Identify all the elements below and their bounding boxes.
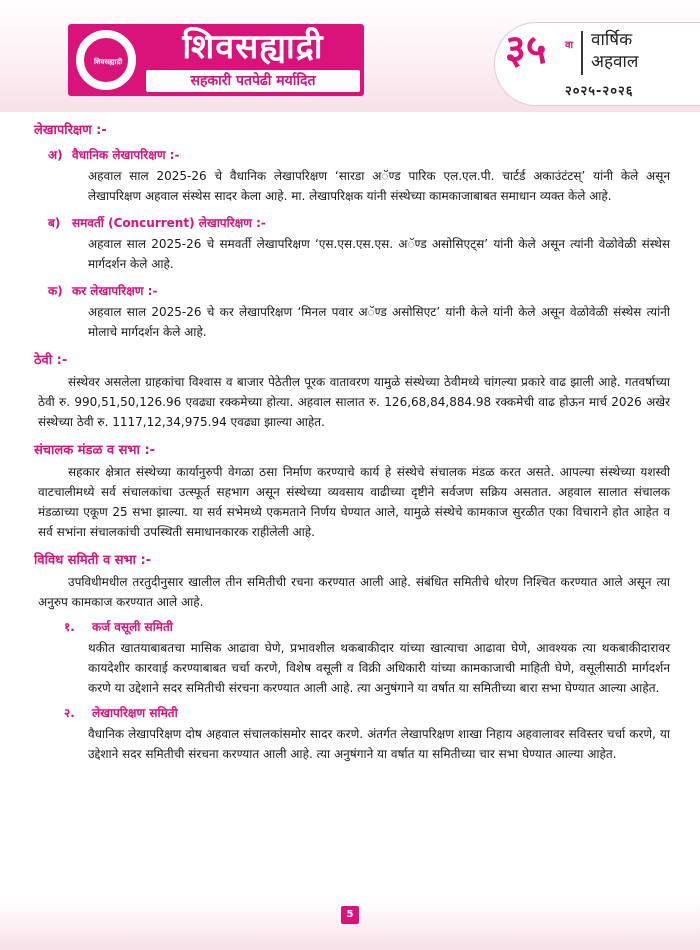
page-number: 5 <box>341 906 359 924</box>
committees-heading: विविध समिती व सभा :- <box>34 553 152 568</box>
deposits-heading: ठेवी :- <box>34 353 68 368</box>
concurrent-letter: ब) <box>48 216 61 230</box>
committee-item-recovery <box>64 618 670 636</box>
seal-inner <box>82 36 130 84</box>
committee-title: लेखापरिक्षण समिती <box>92 706 178 720</box>
tax-title: कर लेखापरिक्षण :- <box>72 284 158 298</box>
tax-letter: क) <box>48 284 63 298</box>
brand-subtitle: सहकारी पतपेढी मर्यादित <box>146 70 360 92</box>
concurrent-title: समवर्ती (Concurrent) लेखापरिक्षण :- <box>72 216 266 230</box>
page-footer <box>0 900 700 950</box>
badge-suffix: वा <box>565 40 574 51</box>
badge-title-line2: अहवाल <box>591 52 639 72</box>
page-content <box>34 118 670 764</box>
committee-recovery-text: थकीत खातयाबाबतचा मासिक आढावा घेणे, प्रभावशील थकबाकीदार यांच्या खात्याचा आढावा घेणे, आवश्यक त्या थकबाकीदारावर कायदेशीर कारवाई करण्याबाबत चर्चा करणे, विशेष वसूली व विक्री अधिकारी यांच्या कामकाजाची माहिती घेणे, वसूलीसाठी मार्गदर्शन करणे या उद्देशाने सदर समितीची संरचना करण्यात आली आहे. त्या अनुषंगाने या वर्षात या समितीच्या बारा सभा घेण्यात आल्या आहेत. <box>88 641 670 695</box>
concurrent-audit-title <box>34 214 670 232</box>
badge-year: २०२५-२०२६ <box>565 84 634 99</box>
committee-num: १. <box>64 620 75 634</box>
badge-divider <box>581 31 583 75</box>
seal-text: शिवसह्याद्री <box>93 58 123 66</box>
concurrent-audit-text: अहवाल साल 2025-26 चे समवर्ती लेखापरिक्षण ‘एस.एस.एस.एस. अॅण्ड असोसिएट्स’ यांनी केले असून त्यांनी वेळोवेळी संस्थेस मार्गदर्शन केले आहे. <box>88 237 670 271</box>
annual-report-badge <box>494 22 700 106</box>
statutory-title: वैधानिक लेखापरिक्षण :- <box>72 148 180 162</box>
statutory-letter: अ) <box>48 148 63 162</box>
badge-number: ३५ <box>505 27 547 73</box>
badge-title-line1: वार्षिक <box>591 30 633 50</box>
page-header <box>0 0 700 112</box>
brand-logo <box>68 24 364 96</box>
tax-audit-text: अहवाल साल 2025-26 चे कर लेखापरिक्षण ‘मिनल पवार अॅण्ड असोसिएट’ यांनी केले यांनी केले असून वेळोवेळी संस्थेस त्यांनी मोलाचे मार्गदर्शन केले आहे. <box>88 305 670 339</box>
brand-name: शिवसह्याद्री <box>182 27 324 67</box>
seal-emblem <box>76 30 136 90</box>
committee-audit-text: वैधानिक लेखापरिक्षण दोष अहवाल संचालकांसमोर सादर करणे. अंतर्गत लेखापरिक्षण शाखा निहाय अहवालावर सविस्तर चर्चा करणे, या उद्देशाने सदर समितीची संरचना करण्यात आली आहे. त्या अनुषंगाने या वर्षात या समितीच्या चार सभा घेण्यात आल्या आहेत. <box>88 727 670 761</box>
committee-title: कर्ज वसूली समिती <box>92 620 173 634</box>
board-heading: संचालक मंडळ व सभा :- <box>34 443 156 458</box>
committee-num: २. <box>64 706 75 720</box>
tax-audit-title <box>34 282 670 300</box>
committee-item-audit <box>64 704 670 722</box>
committees-text: उपविधीमधील तरतुदीनुसार खालील तीन समितीची रचना करण्यात आली आहे. संबंधित समितीचे धोरण निश्चित करण्यात आले असून त्या अनुरुप कामकाज करण्यात आले आहे. <box>38 575 670 609</box>
audit-heading: लेखापरिक्षण :- <box>34 123 107 138</box>
deposits-text: संस्थेवर असलेला ग्राहकांचा विश्वास व बाजार पेठेतील पूरक वातावरण यामुळे संस्थेच्या ठेवीमध्ये चांगल्या प्रकारे वाढ झाली आहे. गतवर्षाच्या ठेवी रु. 990,51,50,126.96 एवढ्या रक्कमेच्या होत्या. अहवाल सालात रु. 126,68,84,884.98 रक्कमेची वाढ होऊन मार्च 2026 अखेर संस्थेच्या ठेवी रु. 1117,12,34,975.94 एवढ्या झाल्या आहेत. <box>38 375 670 429</box>
statutory-audit-title <box>34 146 670 164</box>
statutory-audit-text: अहवाल साल 2025-26 चे वैधानिक लेखापरिक्षण ‘सारडा अॅण्ड पारिक एल.एल.पी. चार्टर्ड अकाउंटंटस्’ यांनी केले असून लेखापरिक्षण अहवाल संस्थेस सादर केला आहे. मा. लेखापरिक्षक यांनी संस्थेच्या कामकाजाबाबत समाधान व्यक्त केले आहे. <box>88 169 670 203</box>
board-text: सहकार क्षेत्रात संस्थेच्या कार्यानुरुपी वेगळा ठसा निर्माण करण्याचे कार्य हे संस्थेचे संचालक मंडळ करत असते. आपल्या संस्थेच्या यशस्वी वाटचालीमध्ये सर्व संचालकांचा उत्स्फूर्त सहभाग असून संस्थेच्या व्यवसाय वाढीच्या दृष्टीने सर्वजण सक्रिय असतात. अहवाल सालात संचालक मंडळाच्या एकूण 25 सभा झाल्या. या सर्व सभेमध्ये एकमताने निर्णय घेण्यात आले, यामुळे संस्थेचे कामकाज सुरळीत एका विचाराने होत आहेत व सर्व सभांना संचालकांची उपस्थिती समाधानकारक राहीलेली आहे. <box>38 465 670 539</box>
